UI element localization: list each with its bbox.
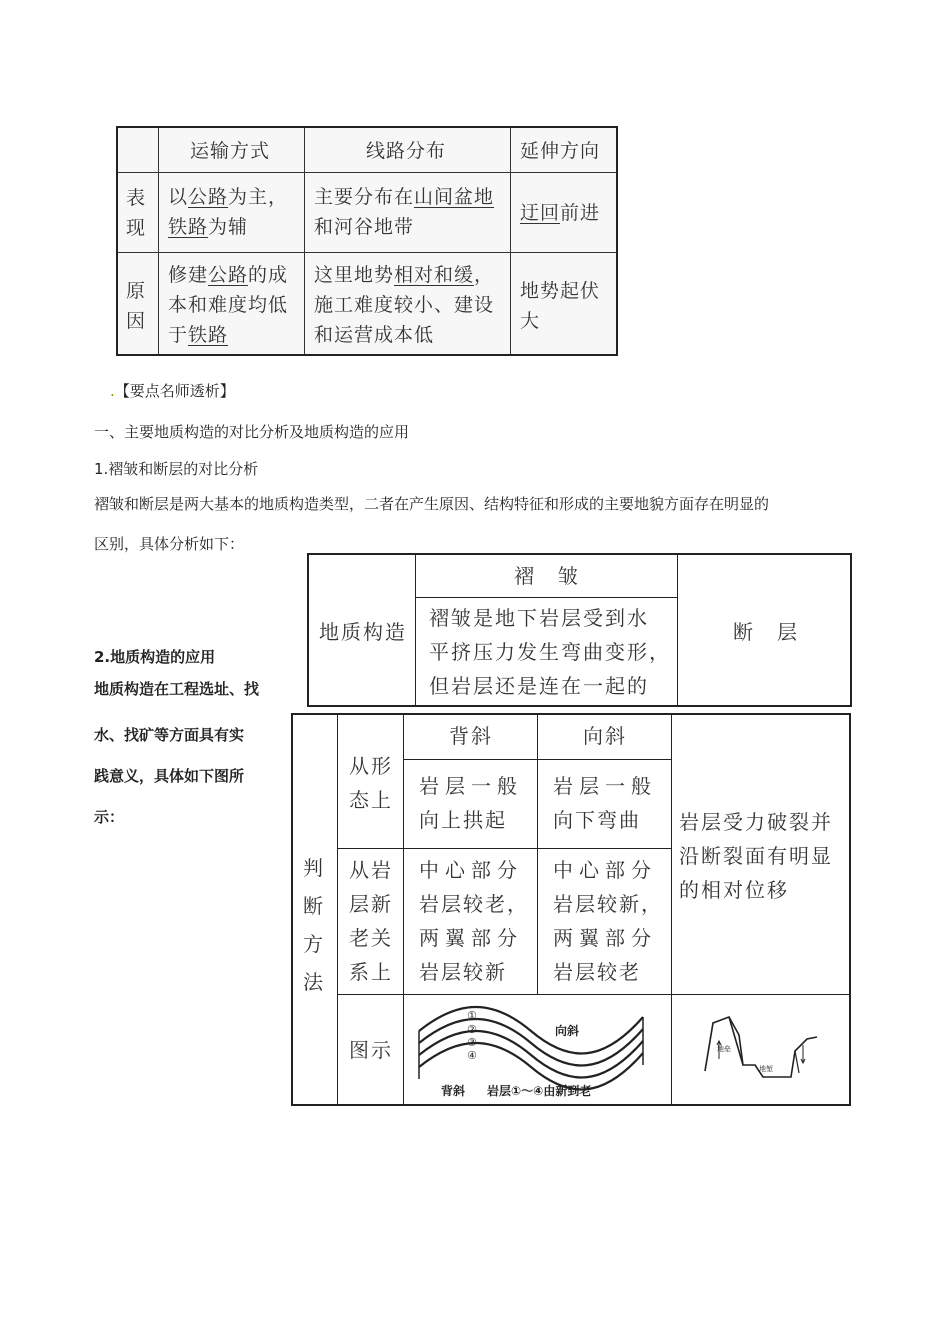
fault-desc-2: 沿断裂面有明显 [679, 844, 833, 868]
paragraph-line-2: 区别，具体分析如下： [94, 535, 245, 553]
apply-line-1: 地质构造在工程选址、找 [94, 680, 260, 698]
apply-line-2: 水、找矿等方面具有实 [94, 726, 245, 744]
syncline-form-1: 岩层一般 [553, 774, 657, 798]
fold-desc-3: 但岩层还是连在一起的 [429, 674, 649, 698]
age-label-4: 系上 [349, 960, 393, 984]
performance-direction: 迂回前进 [520, 202, 601, 224]
structure-table-bottom [291, 713, 851, 1106]
reason-direction: 地势起伏大 [520, 280, 601, 332]
fault-desc-1: 岩层受力破裂并 [679, 810, 833, 834]
row-label-performance: 表现 [126, 187, 147, 239]
age-label-2: 层新 [349, 892, 393, 916]
label-fold: 褶 皱 [514, 564, 580, 588]
section-heading: .【要点名师透析】 [110, 382, 235, 400]
layer-3: ③ [467, 1036, 477, 1049]
syncline-form-2: 向下弯曲 [553, 808, 641, 832]
anticline-form-2: 向上拱起 [419, 808, 507, 832]
row-label-reason: 原因 [126, 280, 147, 332]
header-direction: 延伸方向 [520, 140, 601, 162]
form-label-2: 态上 [349, 788, 393, 812]
age-label-3: 老关 [349, 926, 393, 950]
header-distribution: 线路分布 [366, 140, 447, 162]
performance-mode: 以公路为主，铁路为辅 [168, 186, 289, 238]
graben-label: 地堑 [759, 1065, 773, 1073]
fold-desc-2: 平挤压力发生弯曲变形， [429, 640, 671, 664]
syncline-age-1: 中心部分 [553, 858, 657, 882]
anticline-age-1: 中心部分 [419, 858, 523, 882]
paragraph-line-1: 褶皱和断层是两大基本的地质构造类型，二者在产生原因、结构特征和形成的主要地貌方面存在明显的 [94, 495, 770, 513]
section-title: 一、主要地质构造的对比分析及地质构造的应用 [94, 423, 410, 441]
fault-desc-3: 的相对位移 [679, 878, 789, 902]
syncline-age-2: 岩层较新， [553, 892, 663, 916]
syncline-tag: 向斜 [555, 1024, 580, 1038]
label-structure: 地质构造 [319, 620, 407, 644]
anticline-age-4: 岩层较新 [419, 960, 507, 984]
subsection-1: 1.褶皱和断层的对比分析 [94, 460, 259, 478]
label-fault: 断 层 [733, 620, 799, 644]
caption-order: 岩层①～④由新到老 [487, 1084, 592, 1098]
header-mode: 运输方式 [190, 140, 271, 162]
subsection-2: 2.地质构造的应用 [94, 648, 216, 666]
structure-table-top [307, 553, 852, 707]
performance-distribution: 主要分布在山间盆地和河谷地带 [314, 186, 495, 238]
apply-line-3: 践意义，具体如下图所 [94, 767, 245, 785]
label-diagram: 图示 [349, 1038, 393, 1062]
label-syncline: 向斜 [583, 724, 627, 748]
syncline-age-4: 岩层较老 [553, 960, 641, 984]
layer-4: ④ [467, 1049, 477, 1062]
form-label-1: 从形 [349, 754, 393, 778]
transport-table [116, 126, 618, 356]
anticline-age-2: 岩层较老， [419, 892, 529, 916]
layer-1: ① [467, 1009, 477, 1022]
age-label-1: 从岩 [349, 858, 393, 882]
fold-desc-1: 褶皱是地下岩层受到水 [429, 606, 649, 630]
layer-2: ② [467, 1023, 477, 1036]
anticline-age-3: 两翼部分 [419, 926, 523, 950]
anticline-form-1: 岩层一般 [419, 774, 523, 798]
fault-diagram [699, 1011, 829, 1085]
caption-anticline: 背斜 [441, 1084, 466, 1098]
fold-diagram [411, 1003, 661, 1101]
reason-mode: 修建公路的成本和难度均低于铁路 [168, 264, 289, 346]
label-judge: 判断方法 [303, 856, 325, 994]
syncline-age-3: 两翼部分 [553, 926, 657, 950]
label-anticline: 背斜 [449, 724, 493, 748]
reason-distribution: 这里地势相对和缓，施工难度较小、建设和运营成本低 [314, 264, 495, 346]
apply-line-4: 示： [94, 808, 125, 826]
horst-label: 地垒 [717, 1045, 731, 1053]
